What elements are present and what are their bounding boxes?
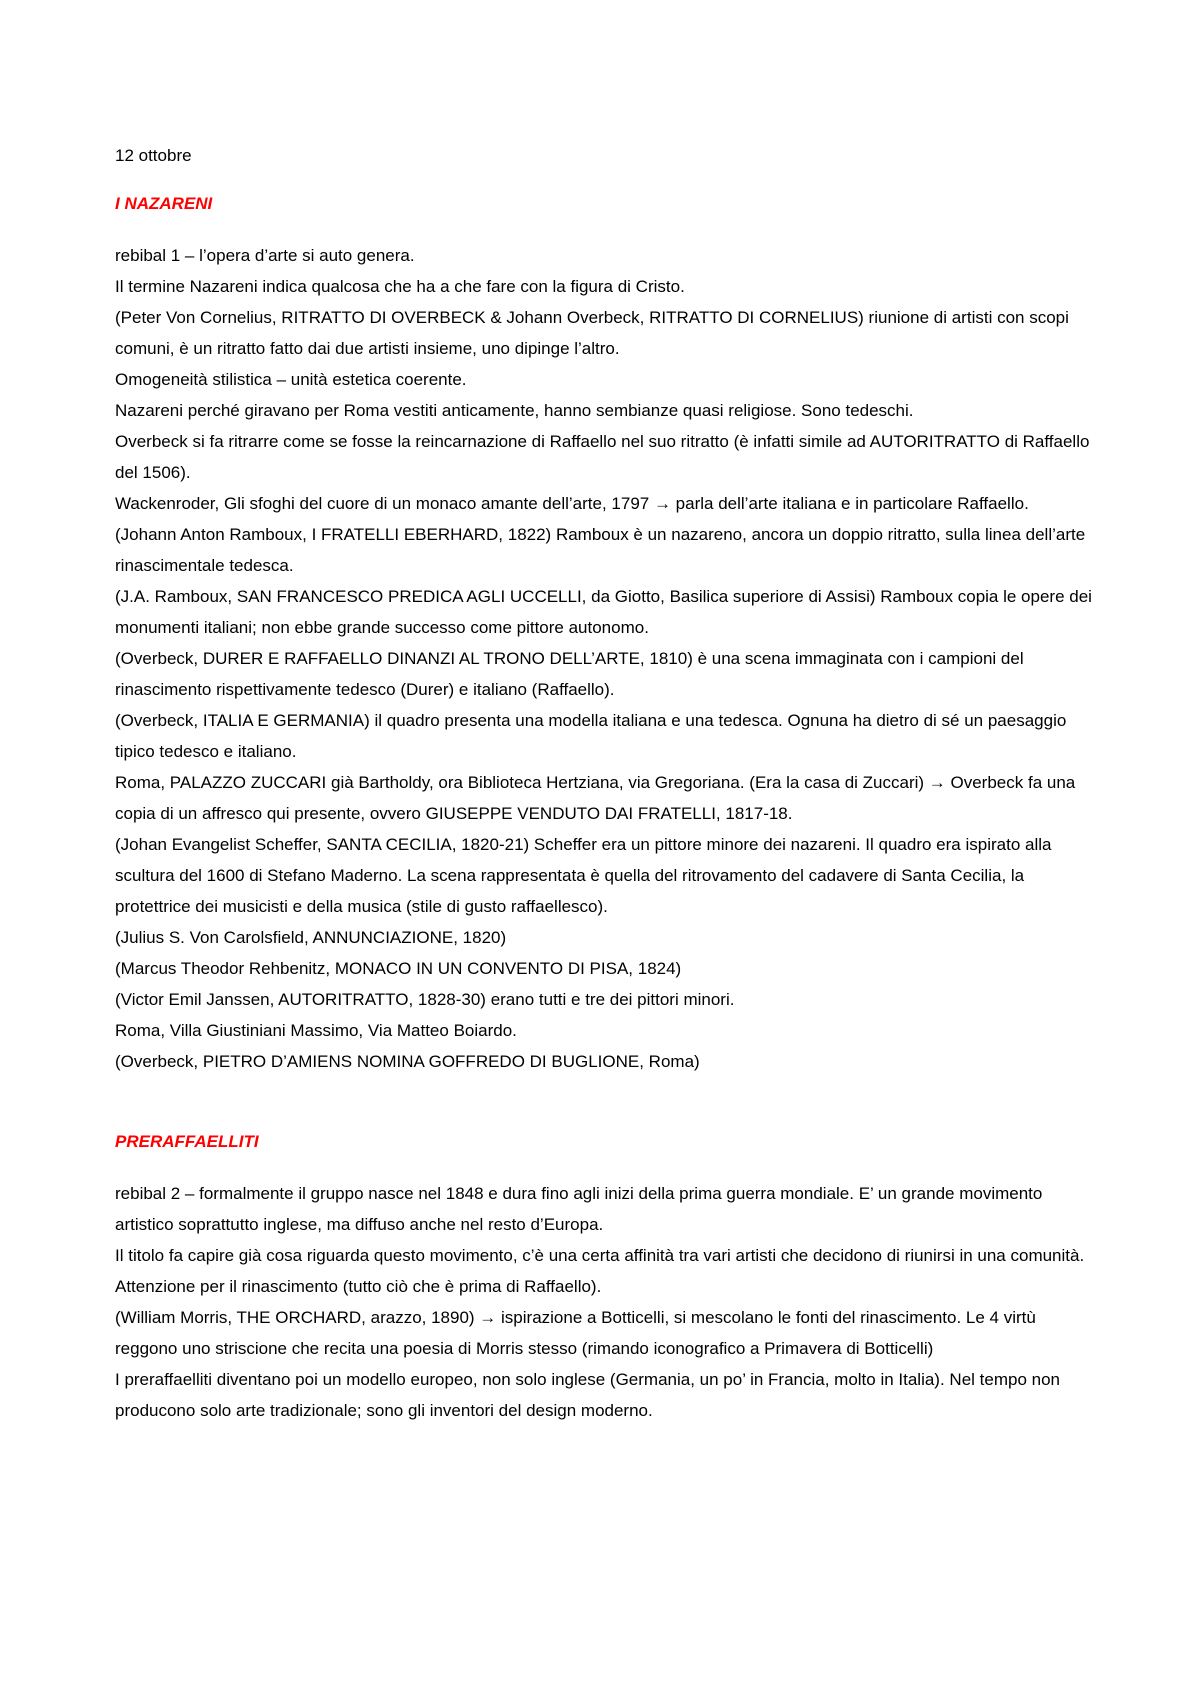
paragraph: Wackenroder, Gli sfoghi del cuore di un monaco amante dell’arte, 1797 → parla dell’arte italiana e in particolare Raffaello.: [115, 494, 1029, 513]
section-title-nazareni: I NAZARENI: [115, 194, 213, 213]
paragraph: Omogeneità stilistica – unità estetica coerente.: [115, 370, 467, 389]
paragraph: Overbeck si fa ritrarre come se fosse la reincarnazione di Raffaello nel suo ritratto (è infatti simile ad AUTORITRATTO di Raffaello del 1506).: [115, 432, 1090, 482]
paragraph: (Julius S. Von Carolsfield, ANNUNCIAZIONE, 1820): [115, 928, 507, 947]
paragraph: (Johann Anton Ramboux, I FRATELLI EBERHARD, 1822) Ramboux è un nazareno, ancora un doppio ritratto, sulla linea dell’arte rinascimentale tedesca.: [115, 525, 1086, 575]
paragraph: (Victor Emil Janssen, AUTORITRATTO, 1828-30) erano tutti e tre dei pittori minori.: [115, 990, 735, 1009]
paragraph: rebibal 2 – formalmente il gruppo nasce nel 1848 e dura fino agli inizi della prima guerra mondiale. E’ un grande movimento artistico soprattutto inglese, ma diffuso anche nel resto d’Europa.: [115, 1184, 1043, 1234]
section-body-preraffaelliti: [115, 1178, 1095, 1426]
paragraph: (Overbeck, ITALIA E GERMANIA) il quadro presenta una modella italiana e una tedesca. Ognuna ha dietro di sé un paesaggio tipico tedesco e italiano.: [115, 711, 1067, 761]
paragraph: Il titolo fa capire già cosa riguarda questo movimento, c’è una certa affinità tra vari artisti che decidono di riunirsi in una comunità. Attenzione per il rinascimento (tutto ciò che è prima di Raffaello).: [115, 1246, 1085, 1296]
section-spacer: [115, 1077, 1095, 1126]
paragraph: (Overbeck, DURER E RAFFAELLO DINANZI AL TRONO DELL’ARTE, 1810) è una scena immaginata con i campioni del rinascimento rispettivamente tedesco (Durer) e italiano (Raffaello).: [115, 649, 1024, 699]
document-page: [115, 140, 1095, 1426]
paragraph: Il termine Nazareni indica qualcosa che ha a che fare con la figura di Cristo.: [115, 277, 685, 296]
paragraph: (Peter Von Cornelius, RITRATTO DI OVERBECK & Johann Overbeck, RITRATTO DI CORNELIUS) riunione di artisti con scopi comuni, è un ritratto fatto dai due artisti insieme, uno dipinge l’altro.: [115, 308, 1069, 358]
paragraph: Roma, PALAZZO ZUCCARI già Bartholdy, ora Biblioteca Hertziana, via Gregoriana. (Era la casa di Zuccari) → Overbeck fa una copia di un affresco qui presente, ovvero GIUSEPPE VENDUTO DAI FRATELLI, 1817-18.: [115, 773, 1076, 823]
paragraph: (William Morris, THE ORCHARD, arazzo, 1890) → ispirazione a Botticelli, si mescolano le fonti del rinascimento. Le 4 virtù reggono uno striscione che recita una poesia di Morris stesso (rimando iconografico a Primavera di Botticelli): [115, 1308, 1036, 1358]
paragraph: (Johan Evangelist Scheffer, SANTA CECILIA, 1820-21) Scheffer era un pittore minore dei nazareni. Il quadro era ispirato alla scultura del 1600 di Stefano Maderno. La scena rappresentata è quella del ritrovamento del cadavere di Santa Cecilia, la protettrice dei musicisti e della musica (stile di gusto raffaellesco).: [115, 835, 1052, 916]
paragraph: I preraffaelliti diventano poi un modello europeo, non solo inglese (Germania, un po’ in Francia, molto in Italia). Nel tempo non producono solo arte tradizionale; sono gli inventori del design moderno.: [115, 1370, 1060, 1420]
paragraph: (Overbeck, PIETRO D’AMIENS NOMINA GOFFREDO DI BUGLIONE, Roma): [115, 1052, 700, 1071]
paragraph: Roma, Villa Giustiniani Massimo, Via Matteo Boiardo.: [115, 1021, 517, 1040]
section-title-preraffaelliti: PRERAFFAELLITI: [115, 1132, 259, 1151]
paragraph: Nazareni perché giravano per Roma vestiti anticamente, hanno sembianze quasi religiose. Sono tedeschi.: [115, 401, 914, 420]
paragraph: (J.A. Ramboux, SAN FRANCESCO PREDICA AGLI UCCELLI, da Giotto, Basilica superiore di Assisi) Ramboux copia le opere dei monumenti italiani; non ebbe grande successo come pittore autonomo.: [115, 587, 1092, 637]
document-date: 12 ottobre: [115, 146, 192, 165]
section-body-nazareni: [115, 240, 1095, 1077]
paragraph: (Marcus Theodor Rehbenitz, MONACO IN UN CONVENTO DI PISA, 1824): [115, 959, 682, 978]
paragraph: rebibal 1 – l’opera d’arte si auto genera.: [115, 246, 415, 265]
